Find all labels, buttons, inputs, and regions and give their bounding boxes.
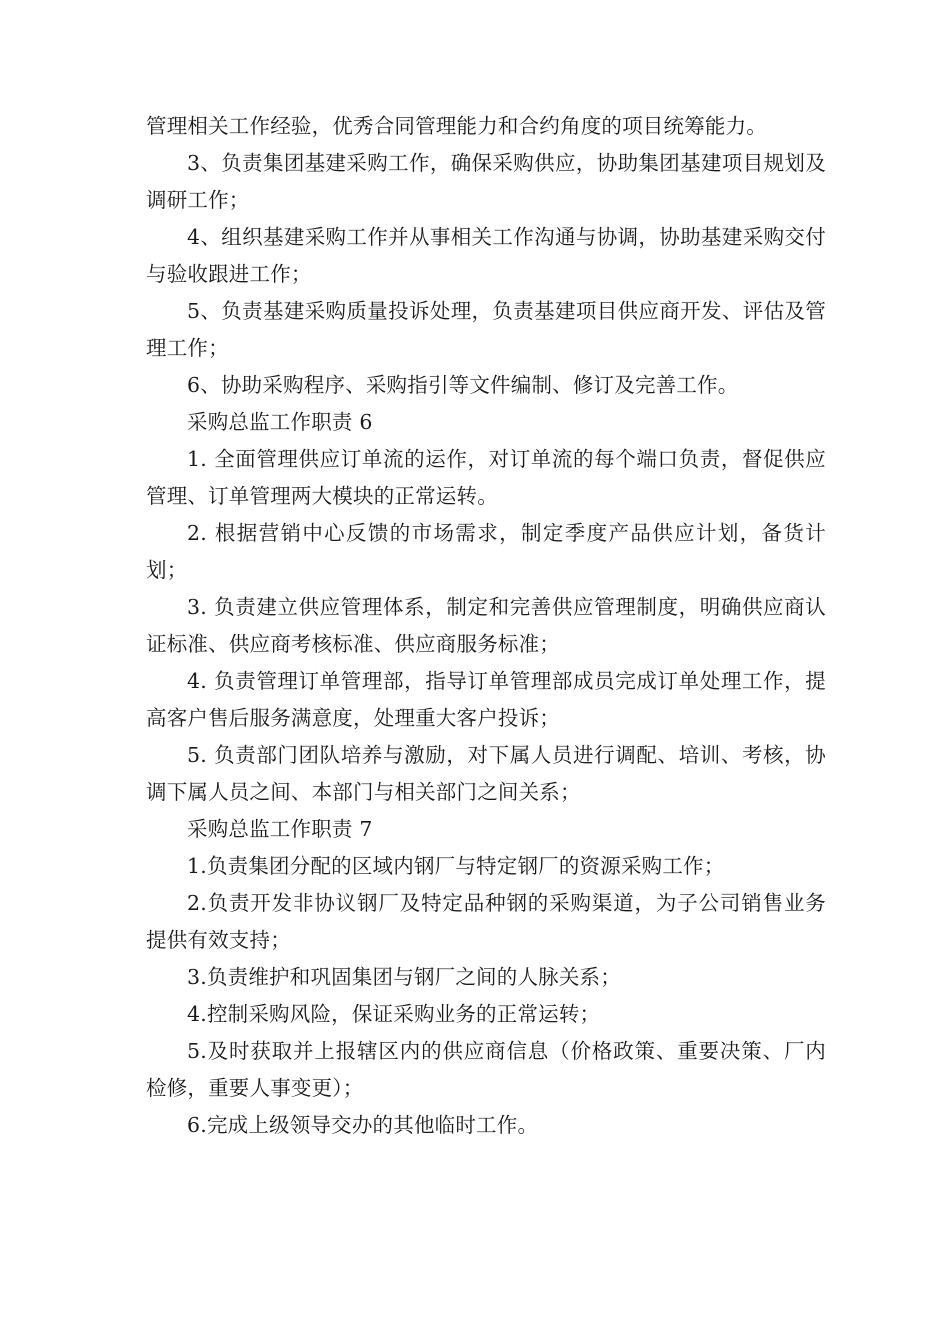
- document-body: [146, 108, 826, 1144]
- section7-item-6: 6.完成上级领导交办的其他临时工作。: [187, 1113, 539, 1137]
- section-heading-6: 采购总监工作职责 6: [187, 410, 373, 434]
- paragraph-continuation: 管理相关工作经验，优秀合同管理能力和合约角度的项目统筹能力。: [146, 114, 767, 138]
- section6-item-1: 1. 全面管理供应订单流的运作，对订单流的每个端口负责，督促供应管理、订单管理两大模块的正常运转。: [146, 447, 826, 508]
- paragraph-item-6: 6、协助采购程序、采购指引等文件编制、修订及完善工作。: [187, 373, 739, 397]
- section6-item-2: 2. 根据营销中心反馈的市场需求，制定季度产品供应计划，备货计划；: [146, 521, 826, 582]
- paragraph-item-3: 3、负责集团基建采购工作，确保采购供应，协助集团基建项目规划及调研工作；: [146, 151, 826, 212]
- section6-item-4: 4. 负责管理订单管理部，指导订单管理部成员完成订单处理工作，提高客户售后服务满意度，处理重大客户投诉；: [146, 669, 826, 730]
- section7-item-4: 4.控制采购风险，保证采购业务的正常运转；: [187, 1002, 601, 1026]
- section7-item-1: 1.负责集团分配的区域内钢厂与特定钢厂的资源采购工作；: [187, 854, 725, 878]
- paragraph-item-4: 4、组织基建采购工作并从事相关工作沟通与协调，协助基建采购交付与验收跟进工作；: [146, 225, 826, 286]
- section6-item-5: 5. 负责部门团队培养与激励，对下属人员进行调配、培训、考核，协调下属人员之间、本部门与相关部门之间关系；: [146, 743, 826, 804]
- paragraph-item-5: 5、负责基建采购质量投诉处理，负责基建项目供应商开发、评估及管理工作；: [146, 299, 826, 360]
- section6-item-3: 3. 负责建立供应管理体系，制定和完善供应管理制度，明确供应商认证标准、供应商考核标准、供应商服务标准；: [146, 595, 826, 656]
- section7-item-3: 3.负责维护和巩固集团与钢厂之间的人脉关系；: [187, 965, 621, 989]
- section7-item-5: 5.及时获取并上报辖区内的供应商信息（价格政策、重要决策、厂内检修，重要人事变更）；: [146, 1039, 826, 1100]
- section-heading-7: 采购总监工作职责 7: [187, 817, 373, 841]
- section7-item-2: 2.负责开发非协议钢厂及特定品种钢的采购渠道，为子公司销售业务提供有效支持；: [146, 891, 826, 952]
